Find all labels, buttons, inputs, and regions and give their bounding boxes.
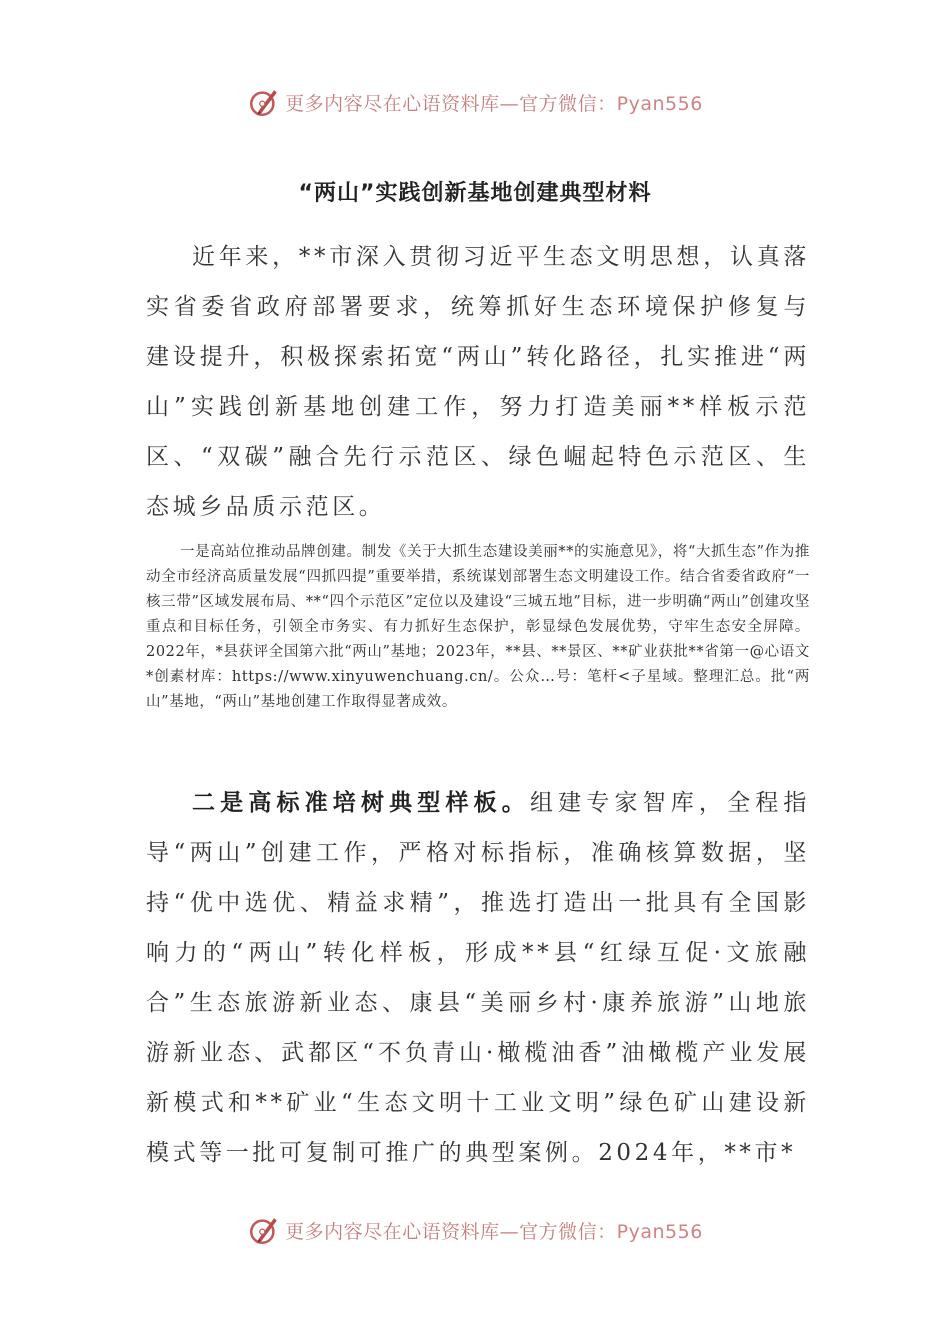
pen-logo-icon [247,1213,281,1247]
footer-watermark [0,1208,950,1252]
section2-body: 组建专家智库，全程指导“两山”创建工作，严格对标指标，准确核算数据，坚持“优中选优、精益求精”，推选打造出一批具有全国影响力的“两山”转化样板，形成**县“红绿互促·文旅融合”生态旅游新业态、康县“美丽乡村·康养旅游”山地旅游新业态、武都区“不负青山·橄榄油香”油橄榄产业发展新模式和**矿业“生态文明十工业文明”绿色矿山建设新模式等一批可复制可推广的典型案例。2024年，**市* [146,790,811,1166]
document-title: “两山”实践创新基地创建典型材料 [298,181,652,206]
watermark-text: 更多内容尽在心语资料库—官方微信：Pyan556 [285,1220,703,1243]
wechat-id: Pyan556 [616,92,703,115]
watermark-text: 更多内容尽在心语资料库—官方微信：Pyan556 [285,92,703,115]
section1-paragraph: 一是高站位推动品牌创建。制发《关于大抓生态建设美丽**的实施意见》，将“大抓生态”作为推动全市经济高质量发展“四抓四提”重要举措，系统谋划部署生态文明建设工作。结合省委省政府“一核三带”区域发展布局、**“四个示范区”定位以及建设“三城五地”目标，进一步明确“两山”创建攻坚重点和目标任务，引领全市务实、有力抓好生态保护，彰显绿色发展优势，守牢生态安全屏障。2022年，*县获评全国第六批“两山”基地；2023年，**县、**景区、**矿业获批**省第一@心语文*创素材库：https://www.xinyuwenchuang.cn/。公众…号：笔杆<子星域。整理汇总。批“两山”基地，“两山”基地创建工作取得显著成效。 [146,544,810,710]
section2-heading: 二是高标准培树典型样板。 [192,790,530,816]
wechat-id: Pyan556 [616,1220,703,1243]
header-watermark [0,80,950,124]
intro-paragraph: 近年来，**市深入贯彻习近平生态文明思想，认真落实省委省政府部署要求，统筹抓好生态环境保护修复与建设提升，积极探索拓宽“两山”转化路径，扎实推进“两山”实践创新基地创建工作，努力打造美丽**样板示范区、“双碳”融合先行示范区、绿色崛起特色示范区、生态城乡品质示范区。 [146,244,810,520]
section2-paragraph [146,778,810,1178]
pen-logo-icon [247,85,281,119]
